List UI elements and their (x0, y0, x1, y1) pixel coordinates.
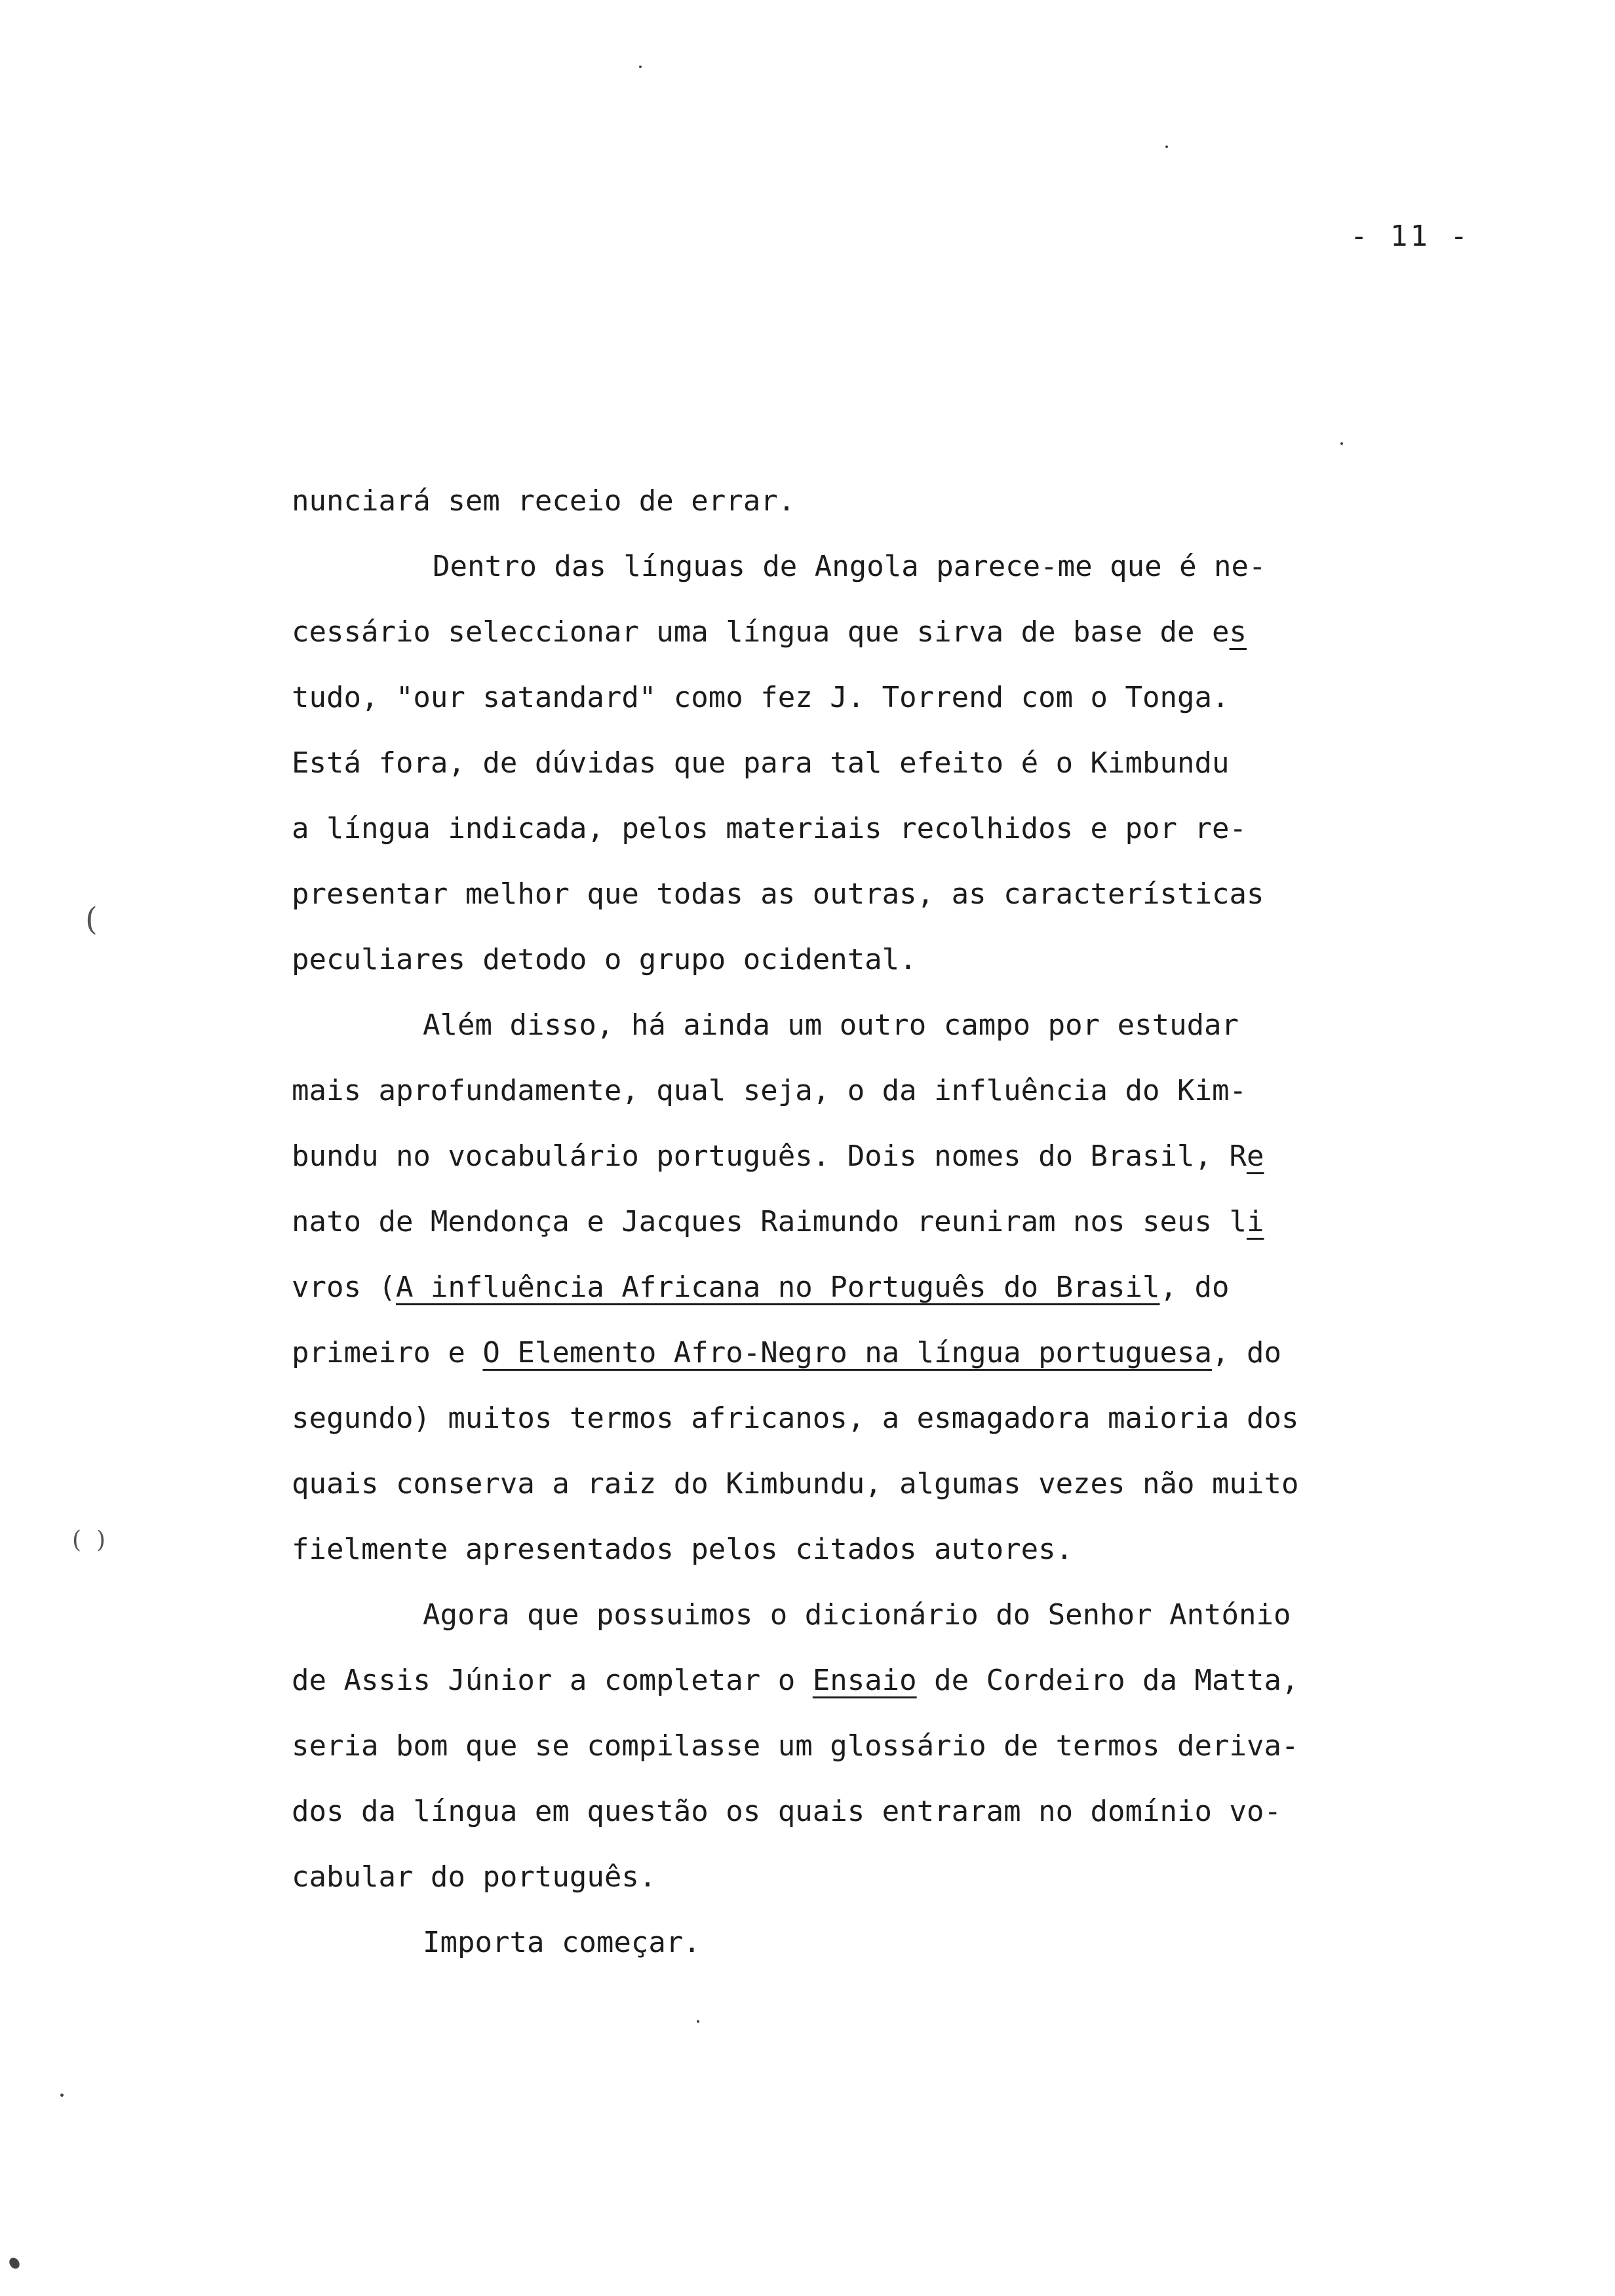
text-span: cessário seleccionar uma língua que sirva de base de e (292, 615, 1230, 649)
text-line (292, 1661, 1298, 1700)
text-span: dos da língua em questão os quais entraram no domínio vo- (292, 1795, 1281, 1828)
text-span: bundu no vocabulário português. Dois nomes do Brasil, R (292, 1139, 1247, 1173)
book-title-1: A influência Africana no Português do Brasil (395, 1271, 1160, 1304)
underlined-syllable: e (1246, 1139, 1264, 1173)
scan-speck (1340, 442, 1343, 445)
paragraph-start-line (423, 1923, 701, 1962)
scan-speck (60, 2094, 64, 2097)
text-span: , do (1212, 1336, 1281, 1369)
text-span: nato de Mendonça e Jacques Raimundo reuniram nos seus l (292, 1205, 1247, 1238)
text-span: primeiro e (292, 1336, 483, 1369)
text-line (292, 1333, 1281, 1373)
text-span: vros ( (292, 1271, 396, 1304)
text-span: a língua indicada, pelos materiais recolhidos e por re- (292, 812, 1247, 845)
page-number: - 11 - (1350, 220, 1470, 253)
paragraph-start-line (423, 1006, 1239, 1045)
scan-speck (7, 2256, 22, 2271)
text-line (292, 940, 917, 980)
text-line (292, 1202, 1264, 1242)
text-span: de Cordeiro da Matta, (916, 1664, 1299, 1697)
text-span: Agora que possuimos o dicionário do Senhor António (423, 1598, 1291, 1632)
text-line (292, 1792, 1281, 1831)
text-span: de Assis Júnior a completar o (292, 1664, 813, 1697)
margin-paren-pair-mark: ( ) (72, 1527, 106, 1554)
text-line (292, 1268, 1230, 1307)
text-span: Está fora, de dúvidas que para tal efeito é o Kimbundu (292, 746, 1230, 780)
margin-paren-mark: ( (85, 901, 98, 938)
text-line (292, 613, 1247, 652)
text-span: fielmente apresentados pelos citados autores. (292, 1533, 1074, 1566)
text-span: cabular do português. (292, 1860, 657, 1894)
text-span: Além disso, há ainda um outro campo por estudar (423, 1008, 1239, 1042)
text-line (292, 1464, 1298, 1504)
underlined-syllable: s (1229, 615, 1247, 649)
text-span: tudo, "our satandard" como fez J. Torrend com o Tonga. (292, 681, 1230, 714)
underlined-syllable: i (1246, 1205, 1264, 1238)
text-line (292, 1071, 1247, 1111)
text-line (292, 1727, 1298, 1766)
text-span: seria bom que se compilasse um glossário de termos deriva- (292, 1729, 1299, 1763)
text-span: Dentro das línguas de Angola parece-me que é ne- (433, 550, 1266, 583)
scan-speck (697, 2020, 699, 2023)
text-line (292, 1530, 1073, 1569)
text-line (292, 744, 1229, 783)
book-title-2: O Elemento Afro-Negro na língua portuguesa (482, 1336, 1212, 1369)
text-span: , do (1159, 1271, 1230, 1304)
paragraph-start-line (433, 547, 1266, 586)
text-span: peculiares detodo o grupo ocidental. (292, 943, 917, 976)
text-span: mais aprofundamente, qual seja, o da influência do Kim- (292, 1074, 1247, 1107)
text-line (292, 678, 1229, 718)
scan-speck (639, 66, 642, 68)
text-span: nunciará sem receio de errar. (292, 484, 796, 518)
text-line (292, 482, 795, 521)
text-line (292, 809, 1247, 849)
scan-speck (1165, 145, 1168, 148)
text-span: quais conserva a raiz do Kimbundu, algumas vezes não muito (292, 1467, 1299, 1501)
paragraph-start-line (423, 1596, 1291, 1635)
text-line (292, 1399, 1298, 1438)
text-line (292, 875, 1264, 914)
text-span: presentar melhor que todas as outras, as características (292, 877, 1264, 911)
text-line (292, 1137, 1264, 1176)
text-line (292, 1858, 656, 1897)
text-span: Importa começar. (423, 1926, 701, 1959)
work-title-ensaio: Ensaio (812, 1664, 917, 1697)
text-span: segundo) muitos termos africanos, a esmagadora maioria dos (292, 1402, 1299, 1435)
